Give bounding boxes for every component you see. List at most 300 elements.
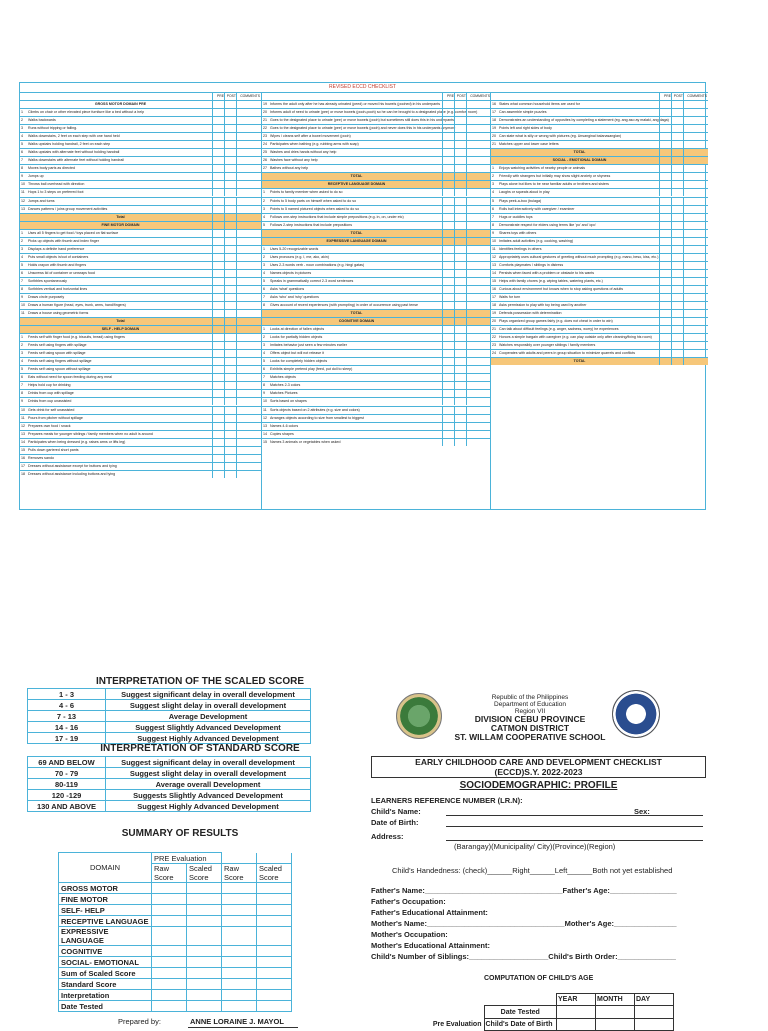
- checkbox-cell[interactable]: [212, 149, 213, 156]
- checkbox-cell[interactable]: [442, 350, 443, 357]
- checkbox-cell[interactable]: [212, 447, 213, 454]
- checkbox-cell[interactable]: [442, 109, 443, 116]
- checkbox-cell[interactable]: [466, 173, 467, 180]
- checkbox-cell[interactable]: [671, 222, 672, 229]
- checkbox-cell[interactable]: [466, 214, 467, 221]
- checkbox-cell[interactable]: [224, 398, 225, 405]
- checkbox-cell[interactable]: [454, 358, 455, 365]
- summary-score-cell[interactable]: [222, 1001, 257, 1012]
- checkbox-cell[interactable]: [442, 165, 443, 172]
- checkbox-cell[interactable]: [671, 294, 672, 301]
- checkbox-cell[interactable]: [236, 214, 237, 221]
- checkbox-cell[interactable]: [236, 286, 237, 293]
- summary-score-cell[interactable]: [222, 957, 257, 968]
- checkbox-cell[interactable]: [224, 254, 225, 261]
- checkbox-cell[interactable]: [212, 342, 213, 349]
- checkbox-cell[interactable]: [671, 246, 672, 253]
- checkbox-cell[interactable]: [442, 198, 443, 205]
- checkbox-cell[interactable]: [212, 206, 213, 213]
- checkbox-cell[interactable]: [466, 342, 467, 349]
- checkbox-cell[interactable]: [224, 374, 225, 381]
- checkbox-cell[interactable]: [224, 439, 225, 446]
- summary-score-cell[interactable]: [152, 990, 187, 1001]
- checkbox-cell[interactable]: [236, 342, 237, 349]
- checkbox-cell[interactable]: [236, 455, 237, 462]
- checkbox-cell[interactable]: [466, 133, 467, 140]
- checkbox-cell[interactable]: [671, 173, 672, 180]
- checkbox-cell[interactable]: [466, 141, 467, 148]
- checkbox-cell[interactable]: [454, 423, 455, 430]
- checkbox-cell[interactable]: [683, 358, 684, 365]
- checkbox-cell[interactable]: [442, 318, 443, 325]
- summary-score-cell[interactable]: [257, 894, 292, 905]
- checkbox-cell[interactable]: [442, 101, 443, 108]
- checkbox-cell[interactable]: [236, 198, 237, 205]
- checkbox-cell[interactable]: [224, 423, 225, 430]
- checkbox-cell[interactable]: [236, 366, 237, 373]
- checkbox-cell[interactable]: [224, 262, 225, 269]
- checkbox-cell[interactable]: [671, 157, 672, 164]
- checkbox-cell[interactable]: [683, 262, 684, 269]
- checkbox-cell[interactable]: [236, 206, 237, 213]
- checkbox-cell[interactable]: [659, 149, 660, 156]
- checkbox-cell[interactable]: [683, 270, 684, 277]
- checkbox-cell[interactable]: [683, 214, 684, 221]
- summary-score-cell[interactable]: [257, 1001, 292, 1012]
- checkbox-cell[interactable]: [683, 165, 684, 172]
- checkbox-cell[interactable]: [224, 318, 225, 325]
- checkbox-cell[interactable]: [659, 326, 660, 333]
- checkbox-cell[interactable]: [442, 358, 443, 365]
- checkbox-cell[interactable]: [659, 109, 660, 116]
- checkbox-cell[interactable]: [466, 101, 467, 108]
- checkbox-cell[interactable]: [466, 431, 467, 438]
- checkbox-cell[interactable]: [659, 165, 660, 172]
- checkbox-cell[interactable]: [454, 173, 455, 180]
- summary-score-cell[interactable]: [187, 894, 222, 905]
- checkbox-cell[interactable]: [466, 254, 467, 261]
- checkbox-cell[interactable]: [671, 262, 672, 269]
- summary-score-cell[interactable]: [222, 927, 257, 946]
- checkbox-cell[interactable]: [224, 165, 225, 172]
- checkbox-cell[interactable]: [454, 214, 455, 221]
- checkbox-cell[interactable]: [683, 302, 684, 309]
- checkbox-cell[interactable]: [454, 318, 455, 325]
- checkbox-cell[interactable]: [224, 407, 225, 414]
- checkbox-cell[interactable]: [659, 254, 660, 261]
- summary-score-cell[interactable]: [257, 957, 292, 968]
- checkbox-cell[interactable]: [212, 238, 213, 245]
- checkbox-cell[interactable]: [466, 278, 467, 285]
- checkbox-cell[interactable]: [442, 222, 443, 229]
- checkbox-cell[interactable]: [454, 125, 455, 132]
- checkbox-cell[interactable]: [236, 407, 237, 414]
- siblings-field[interactable]: Child's Number of Siblings:___________________Child's Birth Order:______________: [371, 952, 676, 961]
- checkbox-cell[interactable]: [212, 141, 213, 148]
- checkbox-cell[interactable]: [466, 439, 467, 446]
- checkbox-cell[interactable]: [442, 206, 443, 213]
- checkbox-cell[interactable]: [224, 463, 225, 470]
- checkbox-cell[interactable]: [466, 390, 467, 397]
- checkbox-cell[interactable]: [212, 326, 213, 333]
- checkbox-cell[interactable]: [236, 173, 237, 180]
- checkbox-cell[interactable]: [212, 471, 213, 478]
- summary-score-cell[interactable]: [152, 883, 187, 894]
- checkbox-cell[interactable]: [236, 398, 237, 405]
- checkbox-cell[interactable]: [442, 189, 443, 196]
- checkbox-cell[interactable]: [454, 133, 455, 140]
- checkbox-cell[interactable]: [236, 374, 237, 381]
- checkbox-cell[interactable]: [212, 214, 213, 221]
- checkbox-cell[interactable]: [442, 294, 443, 301]
- checkbox-cell[interactable]: [466, 109, 467, 116]
- checkbox-cell[interactable]: [212, 334, 213, 341]
- checkbox-cell[interactable]: [212, 165, 213, 172]
- checkbox-cell[interactable]: [212, 198, 213, 205]
- checkbox-cell[interactable]: [659, 278, 660, 285]
- checkbox-cell[interactable]: [466, 398, 467, 405]
- summary-score-cell[interactable]: [222, 979, 257, 990]
- checkbox-cell[interactable]: [212, 366, 213, 373]
- checkbox-cell[interactable]: [224, 101, 225, 108]
- summary-score-cell[interactable]: [222, 968, 257, 979]
- checkbox-cell[interactable]: [224, 455, 225, 462]
- checkbox-cell[interactable]: [466, 149, 467, 156]
- summary-score-cell[interactable]: [222, 905, 257, 916]
- checkbox-cell[interactable]: [454, 342, 455, 349]
- checkbox-cell[interactable]: [224, 214, 225, 221]
- checkbox-cell[interactable]: [671, 358, 672, 365]
- checkbox-cell[interactable]: [466, 206, 467, 213]
- checkbox-cell[interactable]: [466, 294, 467, 301]
- checkbox-cell[interactable]: [466, 230, 467, 237]
- checkbox-cell[interactable]: [442, 415, 443, 422]
- checkbox-cell[interactable]: [683, 286, 684, 293]
- checkbox-cell[interactable]: [442, 157, 443, 164]
- checkbox-cell[interactable]: [454, 165, 455, 172]
- checkbox-cell[interactable]: [454, 246, 455, 253]
- checkbox-cell[interactable]: [454, 230, 455, 237]
- checkbox-cell[interactable]: [442, 262, 443, 269]
- checkbox-cell[interactable]: [224, 270, 225, 277]
- checkbox-cell[interactable]: [442, 181, 443, 188]
- checkbox-cell[interactable]: [671, 109, 672, 116]
- checkbox-cell[interactable]: [466, 423, 467, 430]
- checkbox-cell[interactable]: [454, 334, 455, 341]
- summary-score-cell[interactable]: [187, 927, 222, 946]
- checkbox-cell[interactable]: [454, 286, 455, 293]
- checkbox-cell[interactable]: [236, 382, 237, 389]
- checkbox-cell[interactable]: [224, 141, 225, 148]
- checkbox-cell[interactable]: [442, 334, 443, 341]
- checkbox-cell[interactable]: [466, 198, 467, 205]
- checkbox-cell[interactable]: [671, 149, 672, 156]
- checkbox-cell[interactable]: [212, 246, 213, 253]
- checkbox-cell[interactable]: [442, 125, 443, 132]
- checkbox-cell[interactable]: [454, 390, 455, 397]
- checkbox-cell[interactable]: [212, 294, 213, 301]
- checkbox-cell[interactable]: [683, 206, 684, 213]
- checkbox-cell[interactable]: [454, 270, 455, 277]
- checkbox-cell[interactable]: [466, 350, 467, 357]
- summary-score-cell[interactable]: [187, 979, 222, 990]
- checkbox-cell[interactable]: [466, 125, 467, 132]
- checkbox-cell[interactable]: [466, 222, 467, 229]
- checkbox-cell[interactable]: [212, 318, 213, 325]
- checkbox-cell[interactable]: [212, 390, 213, 397]
- checkbox-cell[interactable]: [442, 286, 443, 293]
- checkbox-cell[interactable]: [454, 157, 455, 164]
- checkbox-cell[interactable]: [671, 350, 672, 357]
- checkbox-cell[interactable]: [454, 326, 455, 333]
- summary-score-cell[interactable]: [222, 894, 257, 905]
- checkbox-cell[interactable]: [659, 318, 660, 325]
- checkbox-cell[interactable]: [683, 181, 684, 188]
- checkbox-cell[interactable]: [454, 366, 455, 373]
- checkbox-cell[interactable]: [659, 238, 660, 245]
- checkbox-cell[interactable]: [236, 165, 237, 172]
- checkbox-cell[interactable]: [442, 374, 443, 381]
- checkbox-cell[interactable]: [212, 117, 213, 124]
- checkbox-cell[interactable]: [659, 262, 660, 269]
- checkbox-cell[interactable]: [454, 382, 455, 389]
- checkbox-cell[interactable]: [236, 326, 237, 333]
- checkbox-cell[interactable]: [659, 125, 660, 132]
- checkbox-cell[interactable]: [212, 350, 213, 357]
- checkbox-cell[interactable]: [224, 157, 225, 164]
- checkbox-cell[interactable]: [454, 189, 455, 196]
- checkbox-cell[interactable]: [212, 222, 213, 229]
- checkbox-cell[interactable]: [224, 326, 225, 333]
- summary-score-cell[interactable]: [187, 990, 222, 1001]
- checkbox-cell[interactable]: [466, 270, 467, 277]
- checkbox-cell[interactable]: [466, 382, 467, 389]
- checkbox-cell[interactable]: [442, 270, 443, 277]
- checkbox-cell[interactable]: [224, 310, 225, 317]
- checkbox-cell[interactable]: [671, 117, 672, 124]
- checkbox-cell[interactable]: [236, 334, 237, 341]
- summary-score-cell[interactable]: [187, 1001, 222, 1012]
- checkbox-cell[interactable]: [466, 366, 467, 373]
- checkbox-cell[interactable]: [683, 133, 684, 140]
- checkbox-cell[interactable]: [683, 101, 684, 108]
- checkbox-cell[interactable]: [671, 141, 672, 148]
- checkbox-cell[interactable]: [659, 294, 660, 301]
- checkbox-cell[interactable]: [671, 198, 672, 205]
- father-name-field[interactable]: Father's Name:_________________________________Father's Age:________________: [371, 886, 677, 895]
- checkbox-cell[interactable]: [236, 390, 237, 397]
- checkbox-cell[interactable]: [659, 214, 660, 221]
- checkbox-cell[interactable]: [442, 431, 443, 438]
- checkbox-cell[interactable]: [466, 318, 467, 325]
- summary-score-cell[interactable]: [257, 883, 292, 894]
- checkbox-cell[interactable]: [236, 101, 237, 108]
- checkbox-cell[interactable]: [212, 398, 213, 405]
- checkbox-cell[interactable]: [224, 173, 225, 180]
- checkbox-cell[interactable]: [442, 310, 443, 317]
- dob-field[interactable]: [446, 826, 703, 827]
- checkbox-cell[interactable]: [224, 149, 225, 156]
- summary-score-cell[interactable]: [257, 905, 292, 916]
- checkbox-cell[interactable]: [454, 101, 455, 108]
- checkbox-cell[interactable]: [236, 302, 237, 309]
- checkbox-cell[interactable]: [683, 189, 684, 196]
- checkbox-cell[interactable]: [212, 382, 213, 389]
- checkbox-cell[interactable]: [466, 117, 467, 124]
- checkbox-cell[interactable]: [442, 398, 443, 405]
- checkbox-cell[interactable]: [671, 101, 672, 108]
- checkbox-cell[interactable]: [671, 165, 672, 172]
- summary-score-cell[interactable]: [152, 905, 187, 916]
- checkbox-cell[interactable]: [224, 238, 225, 245]
- checkbox-cell[interactable]: [671, 326, 672, 333]
- checkbox-cell[interactable]: [236, 270, 237, 277]
- checkbox-cell[interactable]: [236, 423, 237, 430]
- checkbox-cell[interactable]: [236, 117, 237, 124]
- summary-score-cell[interactable]: [152, 1001, 187, 1012]
- checkbox-cell[interactable]: [671, 310, 672, 317]
- checkbox-cell[interactable]: [659, 230, 660, 237]
- checkbox-cell[interactable]: [454, 206, 455, 213]
- checkbox-cell[interactable]: [466, 238, 467, 245]
- checkbox-cell[interactable]: [466, 262, 467, 269]
- checkbox-cell[interactable]: [224, 133, 225, 140]
- checkbox-cell[interactable]: [671, 254, 672, 261]
- checkbox-cell[interactable]: [683, 198, 684, 205]
- checkbox-cell[interactable]: [442, 230, 443, 237]
- summary-score-cell[interactable]: [152, 916, 187, 927]
- checkbox-cell[interactable]: [466, 246, 467, 253]
- checkbox-cell[interactable]: [454, 294, 455, 301]
- checkbox-cell[interactable]: [659, 246, 660, 253]
- checkbox-cell[interactable]: [683, 326, 684, 333]
- checkbox-cell[interactable]: [454, 310, 455, 317]
- child-name-field[interactable]: [446, 815, 703, 816]
- checkbox-cell[interactable]: [236, 358, 237, 365]
- checkbox-cell[interactable]: [224, 189, 225, 196]
- checkbox-cell[interactable]: [212, 157, 213, 164]
- checkbox-cell[interactable]: [671, 206, 672, 213]
- checkbox-cell[interactable]: [671, 270, 672, 277]
- checkbox-cell[interactable]: [212, 101, 213, 108]
- checkbox-cell[interactable]: [212, 463, 213, 470]
- checkbox-cell[interactable]: [683, 278, 684, 285]
- checkbox-cell[interactable]: [212, 230, 213, 237]
- checkbox-cell[interactable]: [442, 366, 443, 373]
- checkbox-cell[interactable]: [671, 125, 672, 132]
- checkbox-cell[interactable]: [212, 133, 213, 140]
- checkbox-cell[interactable]: [659, 358, 660, 365]
- checkbox-cell[interactable]: [236, 262, 237, 269]
- checkbox-cell[interactable]: [454, 350, 455, 357]
- checkbox-cell[interactable]: [671, 318, 672, 325]
- summary-score-cell[interactable]: [152, 979, 187, 990]
- checkbox-cell[interactable]: [224, 109, 225, 116]
- checkbox-cell[interactable]: [442, 214, 443, 221]
- checkbox-cell[interactable]: [454, 254, 455, 261]
- checkbox-cell[interactable]: [442, 390, 443, 397]
- checkbox-cell[interactable]: [212, 125, 213, 132]
- checkbox-cell[interactable]: [236, 447, 237, 454]
- checkbox-cell[interactable]: [671, 181, 672, 188]
- checkbox-cell[interactable]: [224, 286, 225, 293]
- checkbox-cell[interactable]: [224, 471, 225, 478]
- checkbox-cell[interactable]: [683, 125, 684, 132]
- checkbox-cell[interactable]: [683, 157, 684, 164]
- checkbox-cell[interactable]: [454, 278, 455, 285]
- checkbox-cell[interactable]: [224, 294, 225, 301]
- checkbox-cell[interactable]: [212, 415, 213, 422]
- checkbox-cell[interactable]: [224, 278, 225, 285]
- checkbox-cell[interactable]: [236, 463, 237, 470]
- checkbox-cell[interactable]: [659, 157, 660, 164]
- checkbox-cell[interactable]: [236, 141, 237, 148]
- checkbox-cell[interactable]: [683, 254, 684, 261]
- checkbox-cell[interactable]: [683, 334, 684, 341]
- summary-score-cell[interactable]: [152, 927, 187, 946]
- checkbox-cell[interactable]: [659, 141, 660, 148]
- checkbox-cell[interactable]: [659, 133, 660, 140]
- checkbox-cell[interactable]: [442, 278, 443, 285]
- checkbox-cell[interactable]: [224, 415, 225, 422]
- checkbox-cell[interactable]: [683, 342, 684, 349]
- checkbox-cell[interactable]: [466, 326, 467, 333]
- checkbox-cell[interactable]: [454, 238, 455, 245]
- summary-score-cell[interactable]: [257, 990, 292, 1001]
- checkbox-cell[interactable]: [236, 278, 237, 285]
- checkbox-cell[interactable]: [212, 262, 213, 269]
- checkbox-cell[interactable]: [236, 109, 237, 116]
- summary-score-cell[interactable]: [187, 905, 222, 916]
- checkbox-cell[interactable]: [224, 366, 225, 373]
- checkbox-cell[interactable]: [212, 455, 213, 462]
- checkbox-cell[interactable]: [454, 262, 455, 269]
- checkbox-cell[interactable]: [683, 117, 684, 124]
- summary-score-cell[interactable]: [187, 968, 222, 979]
- checkbox-cell[interactable]: [236, 238, 237, 245]
- checkbox-cell[interactable]: [659, 181, 660, 188]
- checkbox-cell[interactable]: [442, 342, 443, 349]
- summary-score-cell[interactable]: [257, 979, 292, 990]
- checkbox-cell[interactable]: [659, 117, 660, 124]
- checkbox-cell[interactable]: [224, 382, 225, 389]
- checkbox-cell[interactable]: [454, 149, 455, 156]
- summary-score-cell[interactable]: [222, 916, 257, 927]
- checkbox-cell[interactable]: [454, 117, 455, 124]
- checkbox-cell[interactable]: [683, 294, 684, 301]
- checkbox-cell[interactable]: [466, 286, 467, 293]
- checkbox-cell[interactable]: [671, 278, 672, 285]
- checkbox-cell[interactable]: [224, 246, 225, 253]
- mother-name-field[interactable]: Mother's Name:_________________________________Mother's Age:_______________: [371, 919, 677, 928]
- checkbox-cell[interactable]: [236, 133, 237, 140]
- summary-score-cell[interactable]: [187, 957, 222, 968]
- checkbox-cell[interactable]: [212, 431, 213, 438]
- checkbox-cell[interactable]: [442, 382, 443, 389]
- handedness-field[interactable]: Child's Handedness: (check)______Right______Left______Both not yet established: [392, 866, 673, 875]
- summary-score-cell[interactable]: [187, 946, 222, 957]
- checkbox-cell[interactable]: [442, 133, 443, 140]
- checkbox-cell[interactable]: [683, 230, 684, 237]
- checkbox-cell[interactable]: [236, 230, 237, 237]
- summary-score-cell[interactable]: [152, 968, 187, 979]
- checkbox-cell[interactable]: [466, 181, 467, 188]
- checkbox-cell[interactable]: [659, 350, 660, 357]
- summary-score-cell[interactable]: [187, 916, 222, 927]
- checkbox-cell[interactable]: [442, 149, 443, 156]
- checkbox-cell[interactable]: [659, 173, 660, 180]
- checkbox-cell[interactable]: [236, 157, 237, 164]
